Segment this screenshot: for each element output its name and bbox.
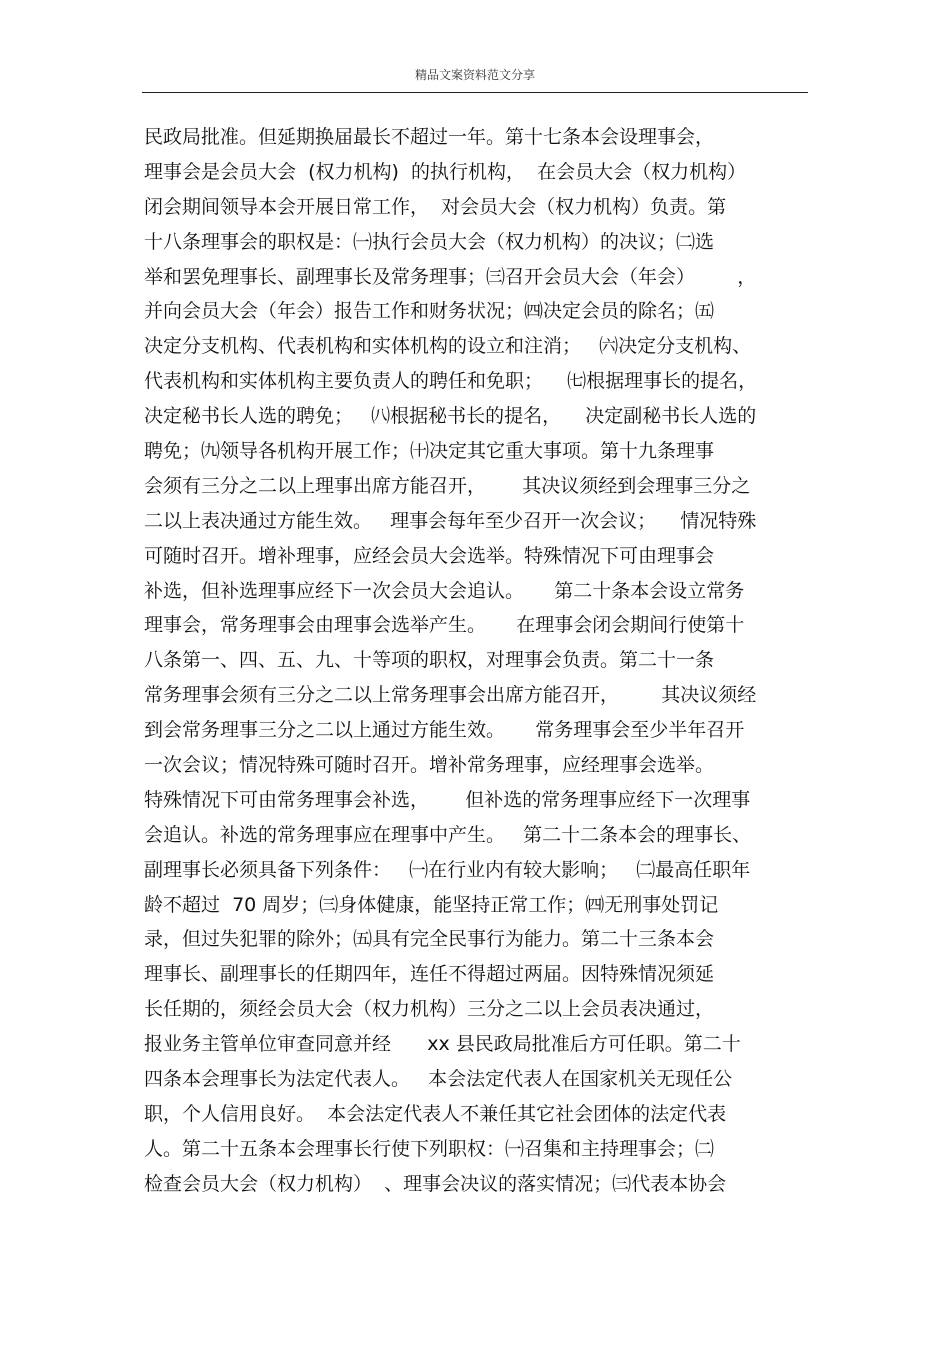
text-line-24: 录，但过失犯罪的除外；㈤具有完全民事行为能力。第二十三条本会 [144,928,715,951]
text-line-31: 检查会员大会（权力机构） 、理事会决议的落实情况；㈢代表本协会 [144,1172,727,1195]
text-line-1: 民政局批准。但延期换届最长不超过一年。第十七条本会设理事会， [144,126,715,148]
text-line-2: 理事会是会员大会 (权力机构) 的执行机构， 在会员大会（权力机构） [144,160,747,183]
page-header [142,62,808,93]
document-body [144,120,814,1202]
text-line-28: 四条本会理事长为法定代表人。 本会法定代表人在国家机关无现任公 [144,1068,733,1091]
text-line-26: 长任期的，须经会员大会（权力机构）三分之二以上会员表决通过， [144,998,715,1021]
text-line-3: 闭会期间领导本会开展日常工作， 对会员大会（权力机构）负责。第 [144,195,727,218]
text-line-27: 报业务主管单位审查同意并经 xx 县民政局批准后方可任职。第二十 [144,1033,741,1056]
text-line-11: 会须有三分之二以上理事出席方能召开， 其决议须经到会理事三分之 [144,474,751,497]
text-line-5: 举和罢免理事长、副理事长及常务理事；㈢召开会员大会（年会） ， [144,265,757,288]
text-line-7: 决定分支机构、代表机构和实体机构的设立和注消； ㈥决定分支机构、 [144,335,752,358]
text-line-29: 职，个人信用良好。 本会法定代表人不兼任其它社会团体的法定代表 [144,1102,727,1125]
header-title: 精品文案资料范文分享 [414,68,535,82]
text-line-19: 一次会议；情况特殊可随时召开。增补常务理事，应经理事会选举。 [144,754,715,777]
text-line-18: 到会常务理事三分之二以上通过方能生效。 常务理事会至少半年召开 [144,719,745,742]
text-line-22: 副理事长必须具备下列条件： ㈠在行业内有较大影响； ㈡最高任职年 [144,858,751,881]
text-line-20: 特殊情况下可由常务理事会补选， 但补选的常务理事应经下一次理事 [144,788,751,811]
text-line-30: 人。第二十五条本会理事长行使下列职权：㈠召集和主持理事会；㈡ [144,1137,715,1160]
text-line-6: 并向会员大会（年会）报告工作和财务状况；㈣决定会员的除名；㈤ [144,300,715,323]
text-line-12: 二以上表决通过方能生效。 理事会每年至少召开一次会议； 情况特殊 [144,509,757,532]
text-line-14: 补选，但补选理事应经下一次会员大会追认。 第二十条本会设立常务 [144,579,745,602]
text-line-25: 理事长、副理事长的任期四年，连任不得超过两届。因特殊情况须延 [144,963,715,986]
text-line-21: 会追认。补选的常务理事应在理事中产生。 第二十二条本会的理事长、 [144,823,752,846]
text-line-4: 十八条理事会的职权是：㈠执行会员大会（权力机构）的决议；㈡选 [144,230,715,253]
text-line-15: 理事会，常务理事会由理事会选举产生。 在理事会闭会期间行使第十 [144,614,745,637]
text-line-23: 龄不超过 70 周岁；㈢身体健康，能坚持正常工作；㈣无刑事处罚记 [144,893,719,916]
text-line-10: 聘免；㈨领导各机构开展工作；㈩决定其它重大事项。第十九条理事 [144,440,715,463]
text-line-17: 常务理事会须有三分之二以上常务理事会出席方能召开， 其决议须经 [144,684,757,707]
text-line-8: 代表机构和实体机构主要负责人的聘任和免职； ㈦根据理事长的提名， [144,370,758,393]
text-line-9: 决定秘书长人选的聘免； ㈧根据秘书长的提名， 决定副秘书长人选的 [144,405,757,428]
text-line-16: 八条第一、四、五、九、十等项的职权，对理事会负责。第二十一条 [144,649,715,672]
text-line-13: 可随时召开。增补理事，应经会员大会选举。特殊情况下可由理事会 [144,544,715,567]
